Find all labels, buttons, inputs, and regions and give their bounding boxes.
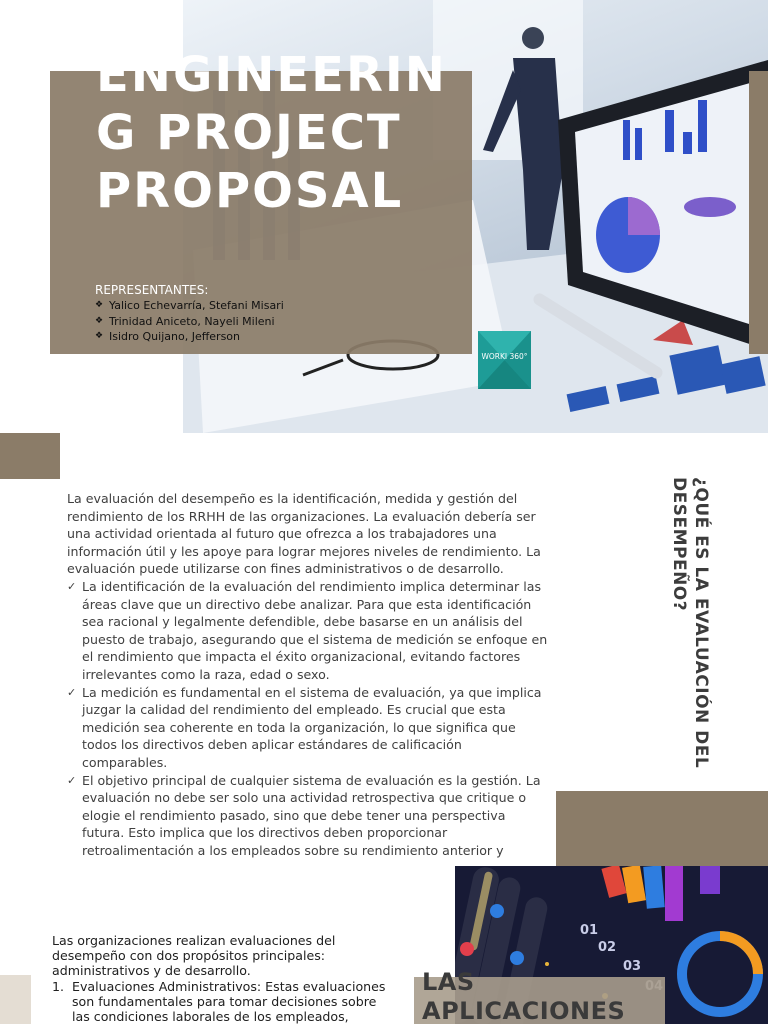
- item-number: 1.: [52, 978, 65, 994]
- representative-item: ❖ Isidro Quijano, Jefferson: [95, 329, 295, 345]
- representative-item: ❖ Trinidad Aniceto, Nayeli Mileni: [95, 314, 295, 330]
- accent-block: [556, 791, 768, 866]
- applications-list: [52, 979, 392, 1025]
- applications-body: [52, 933, 392, 1024]
- section-heading-aplicaciones: LAS APLICACIONES: [422, 968, 626, 1025]
- representative-item: ❖ Yalico Echevarría, Stefani Misari: [95, 298, 295, 314]
- evaluation-intro: La evaluación del desempeño es la identificación, medida y gestión del rendimiento de los RRHH de las organizaciones. La evaluación debería ser una actividad orientada al futuro que ofrezca a los trabajadores una información útil y les apoye para lograr mejores niveles de rendimiento. La evaluación puede utilizarse con fines administrativos o de desarrollo.: [67, 491, 541, 577]
- evaluation-points: [67, 578, 551, 860]
- representatives-list: [95, 298, 295, 345]
- photo-label: 02: [598, 940, 617, 955]
- worki-logo: [478, 331, 531, 389]
- logo-text: WORKI 360°: [481, 352, 528, 361]
- item-text: Evaluaciones Administrativos: Estas evaluaciones son fundamentales para tomar decisiones sobre las condiciones laborales de los empleados,: [72, 978, 386, 1025]
- evaluation-body: [67, 490, 551, 870]
- photo-label: 03: [623, 959, 642, 974]
- applications-item: [52, 978, 392, 1025]
- evaluation-point: ✓ La identificación de la evaluación del rendimiento implica determinar las áreas clave que un directivo debe analizar. Para que esta identificación sea racional y legalmente defendible, debe basarse en un análisis del puesto de trabajo, asegurando que el sistema de medición se enfoque en el rendimiento que impacta el éxito organizacional, evitando factores irrelevantes como la raza, edad o sexo.: [67, 578, 551, 684]
- evaluation-point: ✓ La medición es fundamental en el sistema de evaluación, ya que implica juzgar la calidad del rendimiento del empleado. Es crucial que esta medición sea coherente en toda la organización, lo que significa que todos los directivos deben aplicar estándares de calificación comparables.: [67, 684, 551, 772]
- representatives-heading: REPRESENTANTES:: [95, 283, 209, 297]
- photo-label: 01: [580, 923, 599, 938]
- accent-strip: [749, 71, 768, 354]
- section-heading-evaluacion: ¿QUÉ ES LA EVALUACIÓN DEL DESEMPEÑO?: [669, 477, 711, 769]
- applications-intro: Las organizaciones realizan evaluaciones del desempeño con dos propósitos principales: administrativos y de desarrollo.: [52, 933, 336, 979]
- evaluation-point: ✓ El objetivo principal de cualquier sistema de evaluación es la gestión. La evaluación no debe ser solo una actividad retrospectiva que critique o elogie el rendimiento pasado, sino que debe tener una perspectiva futura. Esto implica que los directivos deben proporcionar retroalimentación a los empleados sobre su rendimiento anterior y: [67, 772, 551, 860]
- accent-block: [0, 975, 31, 1024]
- accent-block: [0, 433, 60, 479]
- page-title: ENGINEERING PROJECT PROPOSAL: [96, 47, 447, 219]
